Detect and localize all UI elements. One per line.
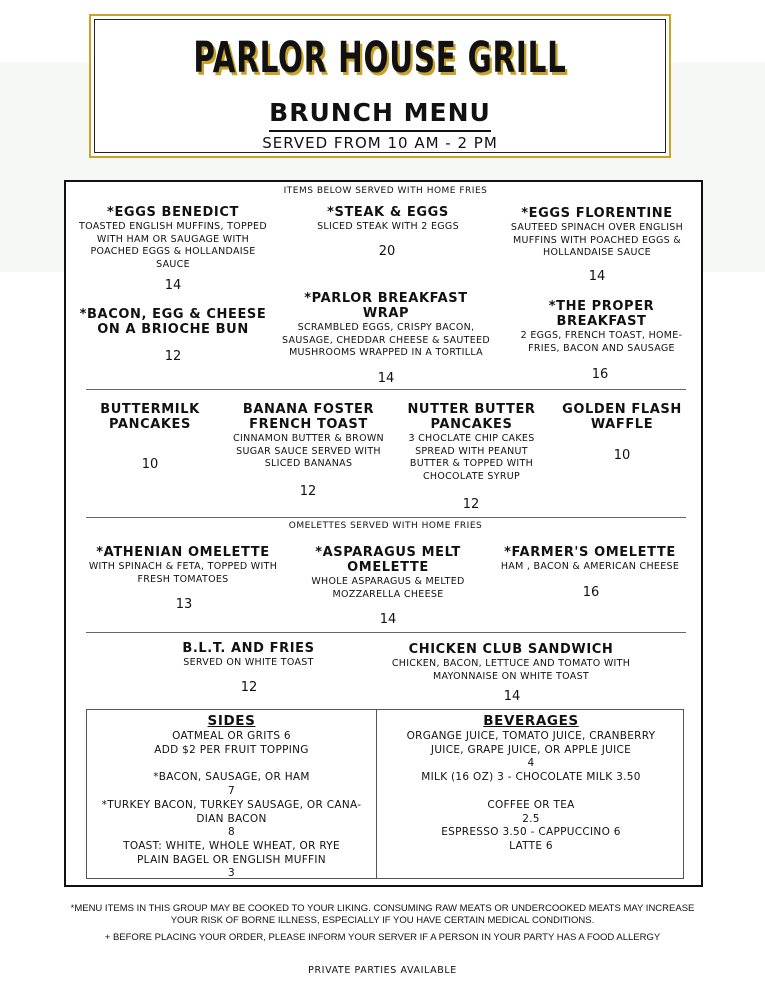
item-banana-foster [226, 402, 391, 471]
section-divider [86, 389, 686, 390]
item-name: CHICKEN CLUB SANDWICH [408, 642, 614, 657]
item-farmers-omelette [496, 545, 684, 574]
item-price: 14 [503, 689, 521, 704]
item-name: *BACON, EGG & CHEESE ON A BRIOCHE BUN [79, 307, 267, 337]
allergy-notice: + BEFORE PLACING YOUR ORDER, PLEASE INFORM YOUR SERVER IF A PERSON IN YOUR PARTY HAS A FOOD ALLERGY [104, 932, 661, 943]
menu-header [89, 14, 671, 158]
item-name: *EGGS BENEDICT [107, 205, 239, 220]
item-name: *EGGS FLORENTINE [521, 206, 673, 221]
item-parlor-wrap [281, 291, 491, 360]
item-price: 20 [378, 244, 396, 259]
item-price: 12 [299, 484, 317, 499]
item-price: 10 [613, 448, 631, 463]
item-name: GOLDEN FLASH WAFFLE [562, 402, 682, 432]
item-name: *ASPARAGUS MELT OMELETTE [315, 545, 461, 575]
item-price: 16 [591, 367, 609, 382]
sides-line: TOAST: WHITE, WHOLE WHEAT, OR RYE [123, 839, 340, 852]
item-description: CINNAMON BUTTER & BROWN SUGAR SAUCE SERVED WITH SLICED BANANAS [233, 433, 384, 469]
item-price: 14 [164, 278, 182, 293]
beverage-line [377, 785, 685, 799]
item-price: 12 [164, 349, 182, 364]
item-description: SLICED STEAK WITH 2 EGGS [317, 221, 459, 232]
item-price: 14 [588, 269, 606, 284]
beverage-line: MILK (16 OZ) 3 - CHOCOLATE MILK 3.50 [421, 771, 641, 784]
item-eggs-florentine [501, 206, 693, 260]
item-golden-flash [554, 402, 690, 432]
item-description: 3 CHOCLATE CHIP CAKES SPREAD WITH PEANUT BUTTER & TOPPED WITH CHOCOLATE SYRUP [408, 433, 535, 482]
raw-meat-warning [0, 903, 765, 927]
item-name: BANANA FOSTER FRENCH TOAST [242, 402, 375, 432]
item-name: *PARLOR BREAKFAST WRAP [304, 291, 468, 321]
item-name: *THE PROPER BREAKFAST [548, 299, 655, 329]
sides-beverages-box [86, 709, 684, 879]
home-fries-note: ITEMS BELOW SERVED WITH HOME FRIES [283, 186, 488, 196]
sides-line: 8 [228, 826, 235, 839]
item-price: 14 [377, 371, 395, 386]
beverage-line: JUICE, GRAPE JUICE, OR APPLE JUICE [430, 743, 632, 756]
beverages-title: BEVERAGES [483, 713, 579, 729]
item-bacon-egg-cheese [74, 307, 272, 337]
section-divider [86, 632, 686, 633]
item-name: *FARMER'S OMELETTE [504, 545, 676, 560]
beverage-line: LATTE 6 [509, 839, 553, 852]
item-athenian-omelette [78, 545, 288, 586]
beverages-section [377, 713, 685, 854]
sides-line: OATMEAL OR GRITS 6 [172, 730, 291, 742]
item-price: 12 [240, 680, 258, 695]
warning-line: YOUR RISK OF BORNE ILLNESS, ESPECIALLY IF YOU HAVE CERTAIN MEDICAL CONDITIONS. [170, 915, 595, 926]
beverage-line: 2.5 [522, 812, 540, 825]
sides-title: SIDES [207, 713, 256, 729]
item-proper-breakfast [514, 299, 689, 355]
menu-box [64, 180, 703, 887]
item-description: CHICKEN, BACON, LETTUCE AND TOMATO WITH MAYONNAISE ON WHITE TOAST [391, 658, 631, 682]
item-blt [161, 641, 336, 670]
item-description: WITH SPINACH & FETA, TOPPED WITH FRESH TOMATOES [88, 561, 278, 585]
item-description: HAM , BACON & AMERICAN CHEESE [500, 561, 680, 572]
item-price: 14 [379, 612, 397, 627]
item-eggs-benedict [78, 205, 268, 271]
beverage-line: ORGANGE JUICE, TOMATO JUICE, CRANBERRY [406, 730, 656, 742]
item-price: 16 [582, 585, 600, 600]
item-description: TOASTED ENGLISH MUFFINS, TOPPED WITH HAM OR SAUGAGE WITH POACHED EGGS & HOLLANDAISE SAUCE [79, 221, 267, 270]
sides-line: *BACON, SAUSAGE, OR HAM [153, 771, 310, 784]
private-parties: PRIVATE PARTIES AVAILABLE [308, 965, 457, 976]
item-price: 10 [141, 457, 159, 472]
serving-hours: SERVED FROM 10 AM - 2 PM [262, 134, 498, 152]
sides-line: 3 [228, 867, 235, 880]
item-steak-eggs [288, 205, 488, 234]
omelette-note: OMELETTES SERVED WITH HOME FRIES [288, 521, 483, 531]
sides-line: PLAIN BAGEL OR ENGLISH MUFFIN [137, 853, 326, 866]
subtitle-underline [269, 130, 491, 132]
warning-line: *MENU ITEMS IN THIS GROUP MAY BE COOKED TO YOUR LIKING. CONSUMING RAW MEATS OR UNDERCOOKED MEATS MAY INCREASE [70, 903, 695, 914]
item-price: 13 [175, 597, 193, 612]
item-description: SERVED ON WHITE TOAST [183, 657, 314, 668]
item-description: SCRAMBLED EGGS, CRISPY BACON, SAUSAGE, CHEDDAR CHEESE & SAUTEED MUSHROOMS WRAPPED IN A TORTILLA [282, 322, 490, 358]
beverage-line: ESPRESSO 3.50 - CAPPUCCINO 6 [441, 826, 621, 839]
item-asparagus-omelette [288, 545, 488, 601]
sides-line: ADD $2 PER FRUIT TOPPING [154, 743, 309, 756]
sides-line: 7 [228, 785, 235, 798]
item-name: B.L.T. AND FRIES [182, 641, 315, 656]
restaurant-title: PARLOR HOUSE GRILL [193, 33, 567, 83]
item-name: *STEAK & EGGS [327, 205, 449, 220]
item-chicken-club [386, 642, 636, 683]
sides-section [87, 713, 376, 881]
menu-subtitle: BRUNCH MENU [269, 98, 491, 127]
beverage-line: COFFEE OR TEA [487, 798, 575, 811]
section-divider [86, 517, 686, 518]
sides-line: DIAN BACON [196, 812, 267, 825]
sides-line: *TURKEY BACON, TURKEY SAUSAGE, OR CANA- [101, 798, 362, 811]
item-description: SAUTEED SPINACH OVER ENGLISH MUFFINS WITH POACHED EGGS & HOLLANDAISE SAUCE [510, 222, 684, 258]
item-name: NUTTER BUTTER PANCAKES [407, 402, 536, 432]
item-name: BUTTERMILK PANCAKES [100, 402, 200, 432]
item-description: 2 EGGS, FRENCH TOAST, HOME-FRIES, BACON AND SAUSAGE [520, 330, 683, 354]
item-price: 12 [462, 497, 480, 512]
item-nutter-butter [394, 402, 549, 483]
item-buttermilk-pancakes [86, 402, 214, 432]
sides-line [87, 757, 376, 771]
beverage-line: 4 [527, 757, 535, 770]
item-description: WHOLE ASPARAGUS & MELTED MOZZARELLA CHEESE [311, 576, 465, 600]
item-name: *ATHENIAN OMELETTE [96, 545, 270, 560]
